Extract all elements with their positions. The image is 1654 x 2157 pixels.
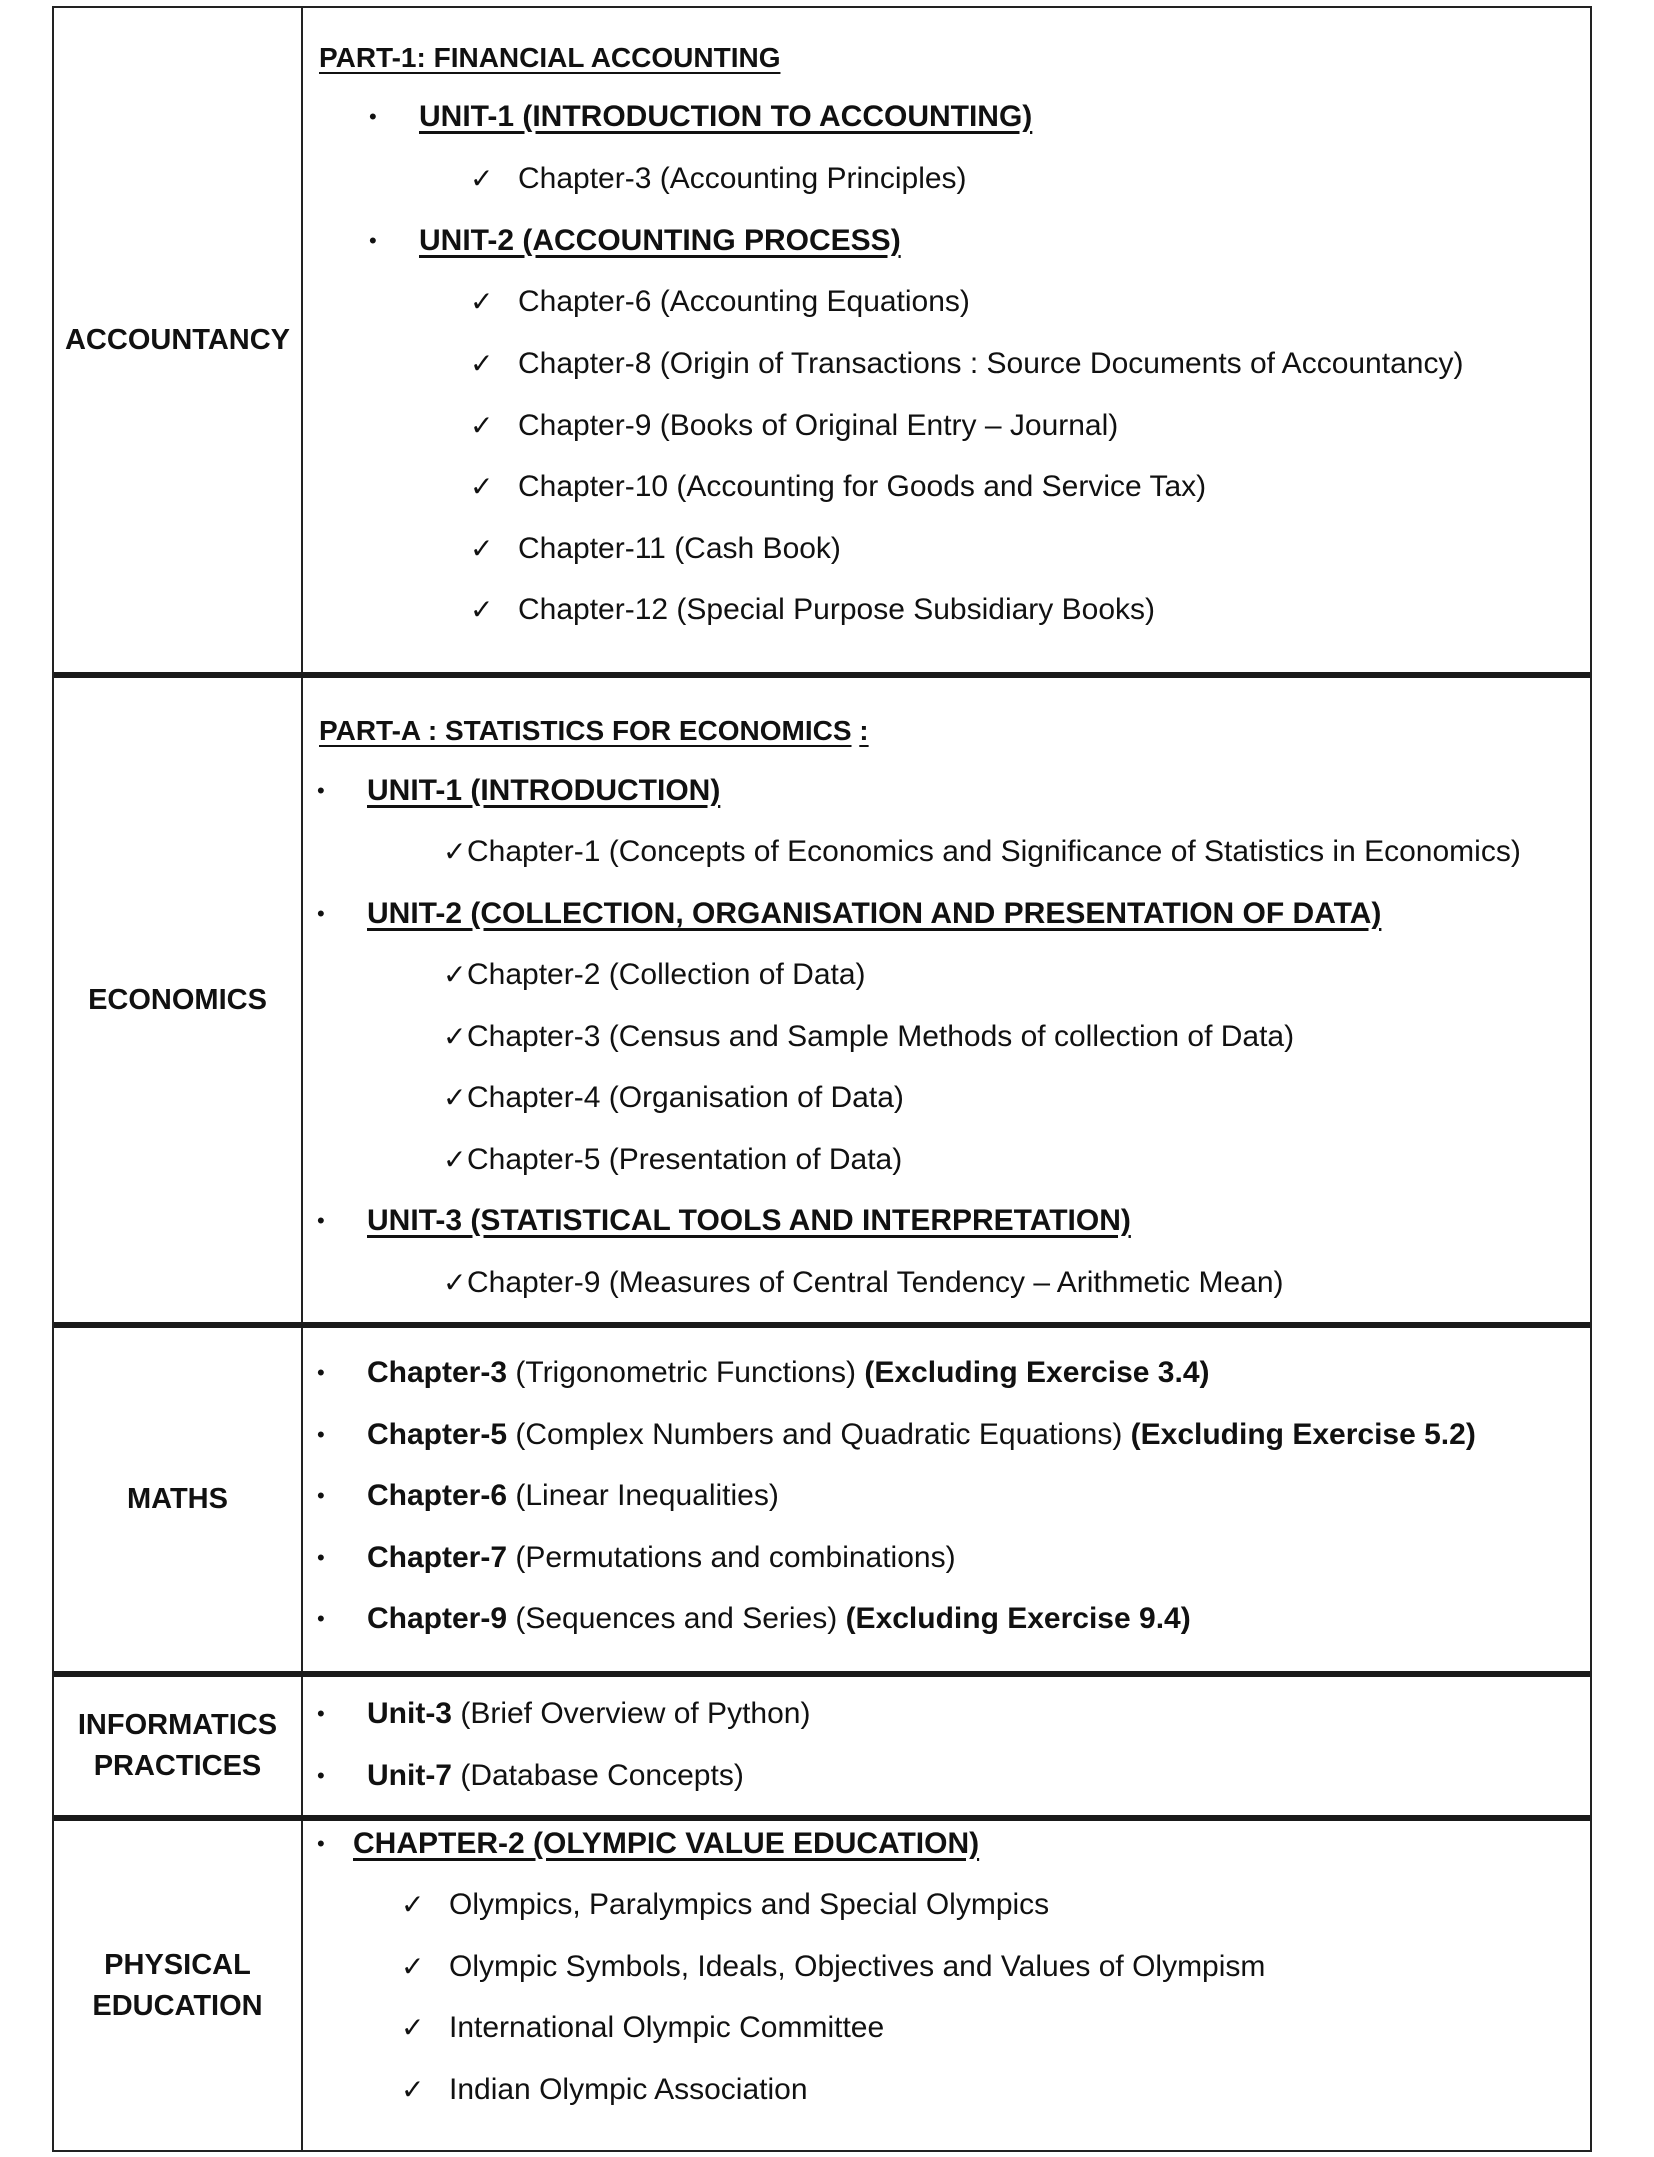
part-heading: PART-A : STATISTICS FOR ECONOMICS : (319, 715, 869, 746)
bullet-icon: • (317, 1360, 325, 1385)
chapter-item: ✓Chapter-2 (Collection of Data) (443, 955, 866, 995)
unit-title: CHAPTER-2 (OLYMPIC VALUE EDUCATION) (353, 1827, 980, 1860)
checkmark-icon: ✓ (401, 1889, 425, 1920)
bullet-icon: • (317, 1763, 325, 1788)
chapter-item: ✓ Chapter-12 (Special Purpose Subsidiary Books) (470, 590, 1155, 630)
bullet-icon: • (317, 1208, 325, 1233)
checkmark-icon: ✓ (443, 836, 467, 867)
subject-maths (54, 1328, 301, 1671)
checkmark-icon: ✓ (470, 410, 494, 441)
unit-item (369, 221, 901, 261)
bullet-icon: • (317, 901, 325, 926)
subject-accountancy (54, 8, 301, 672)
checkmark-icon: ✓ (443, 1267, 467, 1298)
bullet-icon: • (317, 1545, 325, 1570)
checkmark-icon: ✓ (443, 959, 467, 990)
chapter-item: ✓Chapter-3 (Census and Sample Methods of collection of Data) (443, 1017, 1294, 1057)
chapter-item: ✓Chapter-4 (Organisation of Data) (443, 1078, 904, 1118)
subject-label: MATHS (127, 1483, 228, 1515)
subject-label: PRACTICES (93, 1750, 262, 1782)
chapter-item: ✓Chapter-9 (Measures of Central Tendency – Arithmetic Mean) (443, 1263, 1284, 1303)
unit-title: UNIT-3 (STATISTICAL TOOLS AND INTERPRETATION) (367, 1204, 1131, 1237)
checkmark-icon: ✓ (470, 594, 494, 625)
list-item: • Chapter-5 (Complex Numbers and Quadratic Equations) (Excluding Exercise 5.2) (317, 1415, 1476, 1455)
bullet-icon: • (369, 104, 377, 129)
checkmark-icon: ✓ (443, 1144, 467, 1175)
chapter-item: ✓ Chapter-9 (Books of Original Entry – Journal) (470, 406, 1118, 446)
chapter-item: ✓Chapter-5 (Presentation of Data) (443, 1140, 902, 1180)
list-item: • Chapter-6 (Linear Inequalities) (317, 1476, 779, 1516)
bullet-icon: • (317, 1831, 325, 1856)
bullet-icon: • (317, 1483, 325, 1508)
economics-content (303, 678, 1590, 1322)
topic-item: ✓ International Olympic Committee (401, 2008, 884, 2048)
subject-economics (54, 678, 301, 1322)
chapter-item: ✓ Chapter-3 (Accounting Principles) (470, 159, 967, 199)
checkmark-icon: ✓ (401, 1951, 425, 1982)
bullet-icon: • (369, 228, 377, 253)
list-item: • Unit-7 (Database Concepts) (317, 1756, 744, 1796)
subject-physical-education (54, 1821, 301, 2150)
unit-item (317, 894, 1381, 934)
checkmark-icon: ✓ (470, 471, 494, 502)
unit-title: UNIT-2 (ACCOUNTING PROCESS) (419, 224, 901, 257)
unit-item (317, 771, 720, 811)
unit-title: UNIT-1 (INTRODUCTION) (367, 774, 721, 807)
chapter-item: ✓ Chapter-6 (Accounting Equations) (470, 282, 970, 322)
topic-item: ✓ Indian Olympic Association (401, 2070, 808, 2110)
chapter-item: ✓ Chapter-10 (Accounting for Goods and Service Tax) (470, 467, 1206, 507)
bullet-icon: • (317, 1701, 325, 1726)
checkmark-icon: ✓ (470, 286, 494, 317)
syllabus-table (52, 6, 1592, 2152)
subject-label: PHYSICAL (104, 1948, 251, 1981)
unit-item (317, 1824, 979, 1864)
bullet-icon: • (317, 778, 325, 803)
bullet-icon: • (317, 1606, 325, 1631)
unit-item (317, 1201, 1131, 1241)
list-item: • Unit-3 (Brief Overview of Python) (317, 1694, 810, 1734)
chapter-item: ✓ Chapter-8 (Origin of Transactions : Source Documents of Accountancy) (470, 344, 1463, 384)
subject-label: EDUCATION (92, 1989, 263, 2022)
checkmark-icon: ✓ (470, 348, 494, 379)
subject-informatics-practices (54, 1677, 301, 1815)
checkmark-icon: ✓ (470, 163, 494, 194)
subject-label: INFORMATICS (77, 1709, 278, 1741)
physical-education-content (303, 1821, 1590, 2150)
checkmark-icon: ✓ (470, 533, 494, 564)
topic-item: ✓ Olympic Symbols, Ideals, Objectives and Values of Olympism (401, 1947, 1265, 1987)
chapter-item: ✓ Chapter-11 (Cash Book) (470, 529, 841, 569)
accountancy-content (303, 8, 1590, 672)
unit-title: UNIT-1 (INTRODUCTION TO ACCOUNTING) (419, 100, 1033, 133)
maths-content (303, 1328, 1590, 1671)
subject-label: ECONOMICS (88, 983, 267, 1016)
subject-label: ACCOUNTANCY (64, 323, 290, 356)
topic-item: ✓ Olympics, Paralympics and Special Olympics (401, 1885, 1049, 1925)
unit-title: UNIT-2 (COLLECTION, ORGANISATION AND PRESENTATION OF DATA) (367, 897, 1382, 930)
list-item: • Chapter-7 (Permutations and combinations) (317, 1538, 956, 1578)
list-item: • Chapter-3 (Trigonometric Functions) (Excluding Exercise 3.4) (317, 1353, 1210, 1393)
bullet-icon: • (317, 1422, 325, 1447)
chapter-item: ✓Chapter-1 (Concepts of Economics and Significance of Statistics in Economics) (443, 832, 1521, 872)
checkmark-icon: ✓ (401, 2012, 425, 2043)
checkmark-icon: ✓ (401, 2074, 425, 2105)
informatics-content (303, 1677, 1590, 1815)
part-heading: PART-1: FINANCIAL ACCOUNTING (319, 42, 781, 73)
list-item: • Chapter-9 (Sequences and Series) (Excluding Exercise 9.4) (317, 1599, 1191, 1639)
unit-item (369, 97, 1032, 137)
checkmark-icon: ✓ (443, 1082, 467, 1113)
checkmark-icon: ✓ (443, 1021, 467, 1052)
